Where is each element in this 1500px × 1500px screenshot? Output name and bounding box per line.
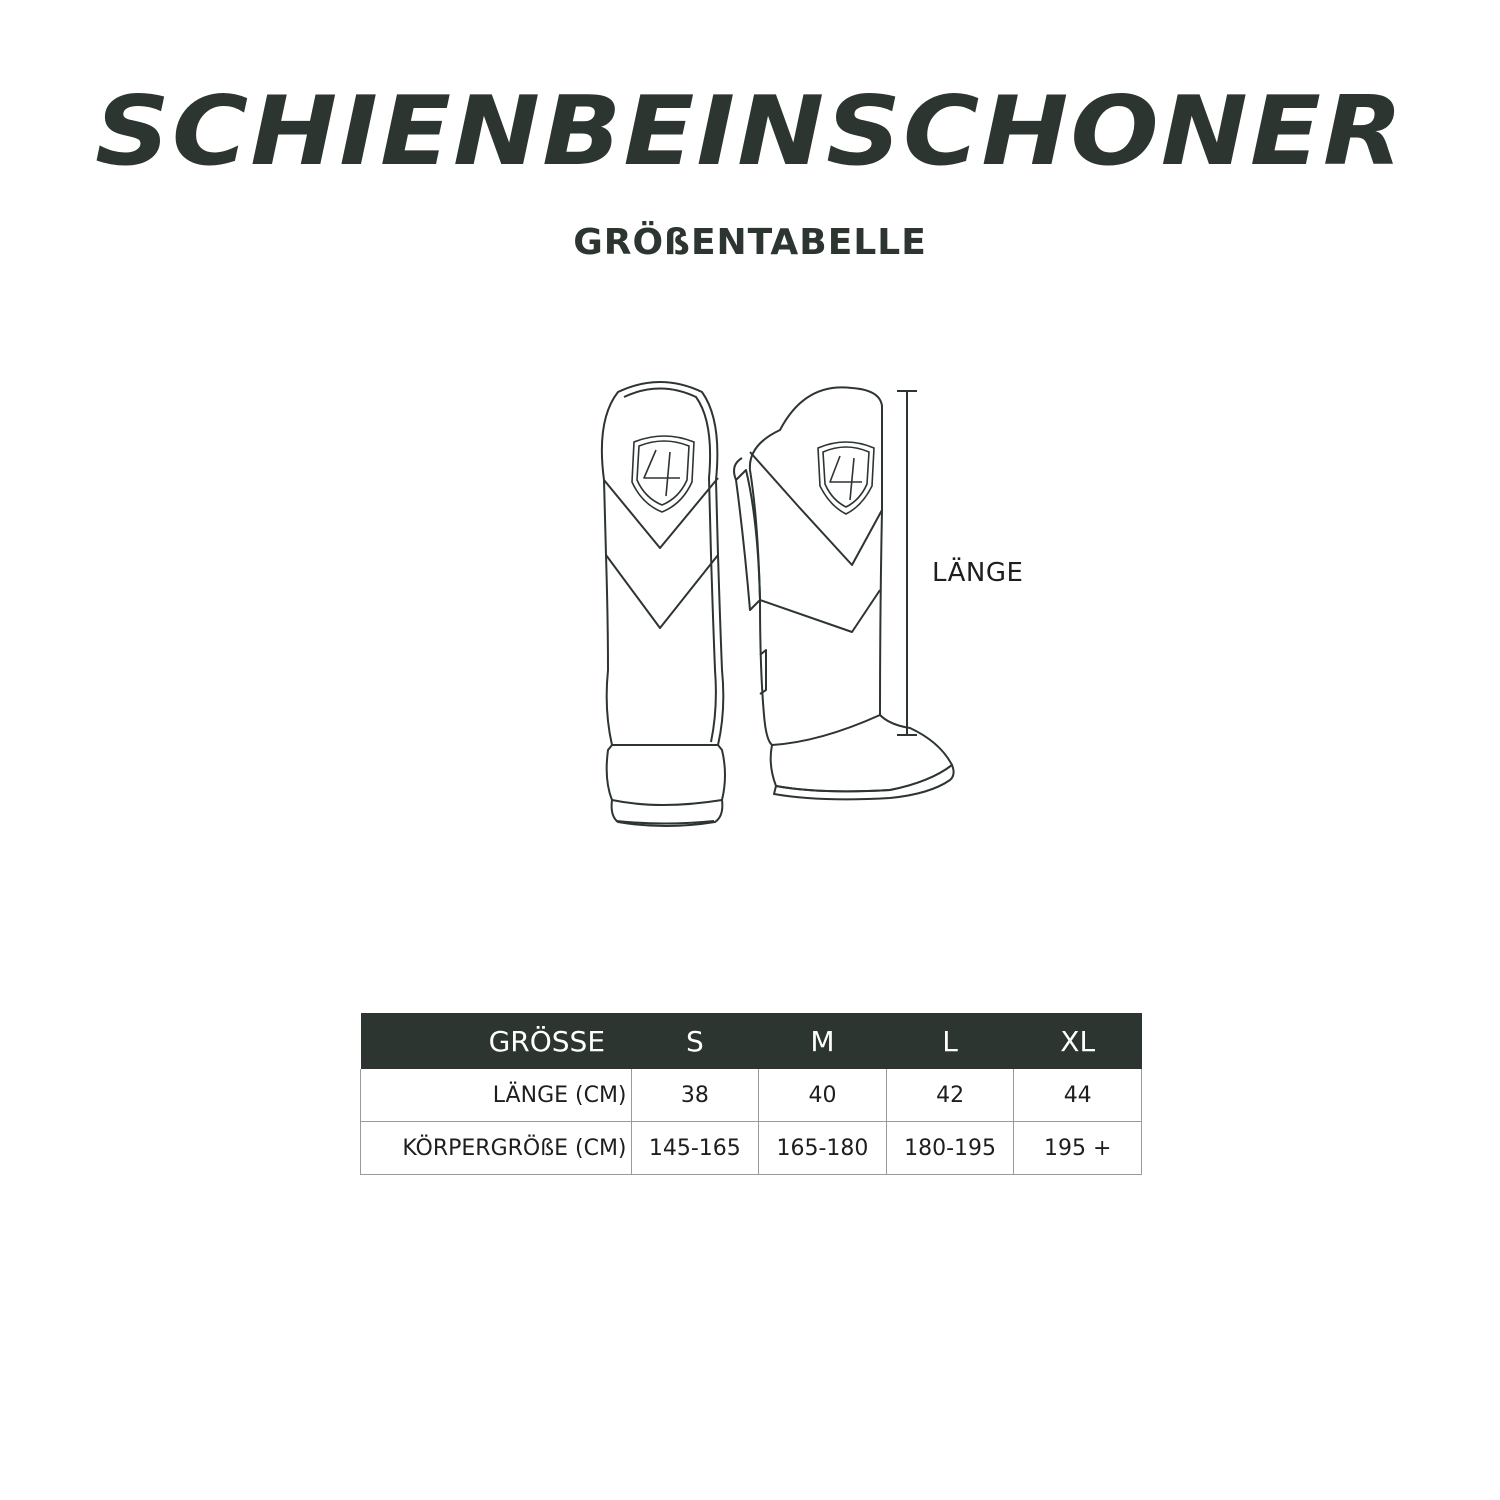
length-xl: 44 (1014, 1069, 1142, 1122)
length-m: 40 (759, 1069, 887, 1122)
table-row-length (361, 1069, 1142, 1122)
size-table-header-row (361, 1013, 1142, 1069)
size-table (360, 1013, 1142, 1175)
right-logo-shield (818, 442, 874, 514)
right-shin-guard (734, 387, 954, 799)
length-s: 38 (631, 1069, 759, 1122)
left-logo-shield (632, 436, 694, 512)
length-label: LÄNGE (932, 558, 1024, 588)
body-height-s: 145-165 (631, 1122, 759, 1175)
size-header-l: L (886, 1013, 1014, 1069)
left-shin-guard (602, 382, 725, 826)
body-height-xl: 195 + (1014, 1122, 1142, 1175)
page-subtitle: GRÖßENTABELLE (573, 222, 927, 263)
length-measure-line (896, 390, 918, 736)
table-row-body-height (361, 1122, 1142, 1175)
size-header-s: S (631, 1013, 759, 1069)
body-height-m: 165-180 (759, 1122, 887, 1175)
body-height-l: 180-195 (886, 1122, 1014, 1175)
row-label-body-height: KÖRPERGRÖßE (CM) (361, 1122, 632, 1175)
length-l: 42 (886, 1069, 1014, 1122)
size-header-m: M (759, 1013, 887, 1069)
size-header-xl: XL (1014, 1013, 1142, 1069)
row-label-length: LÄNGE (CM) (361, 1069, 632, 1122)
page-title: SCHIENBEINSCHONER (95, 74, 1405, 188)
size-header-label: GRÖSSE (361, 1013, 632, 1069)
